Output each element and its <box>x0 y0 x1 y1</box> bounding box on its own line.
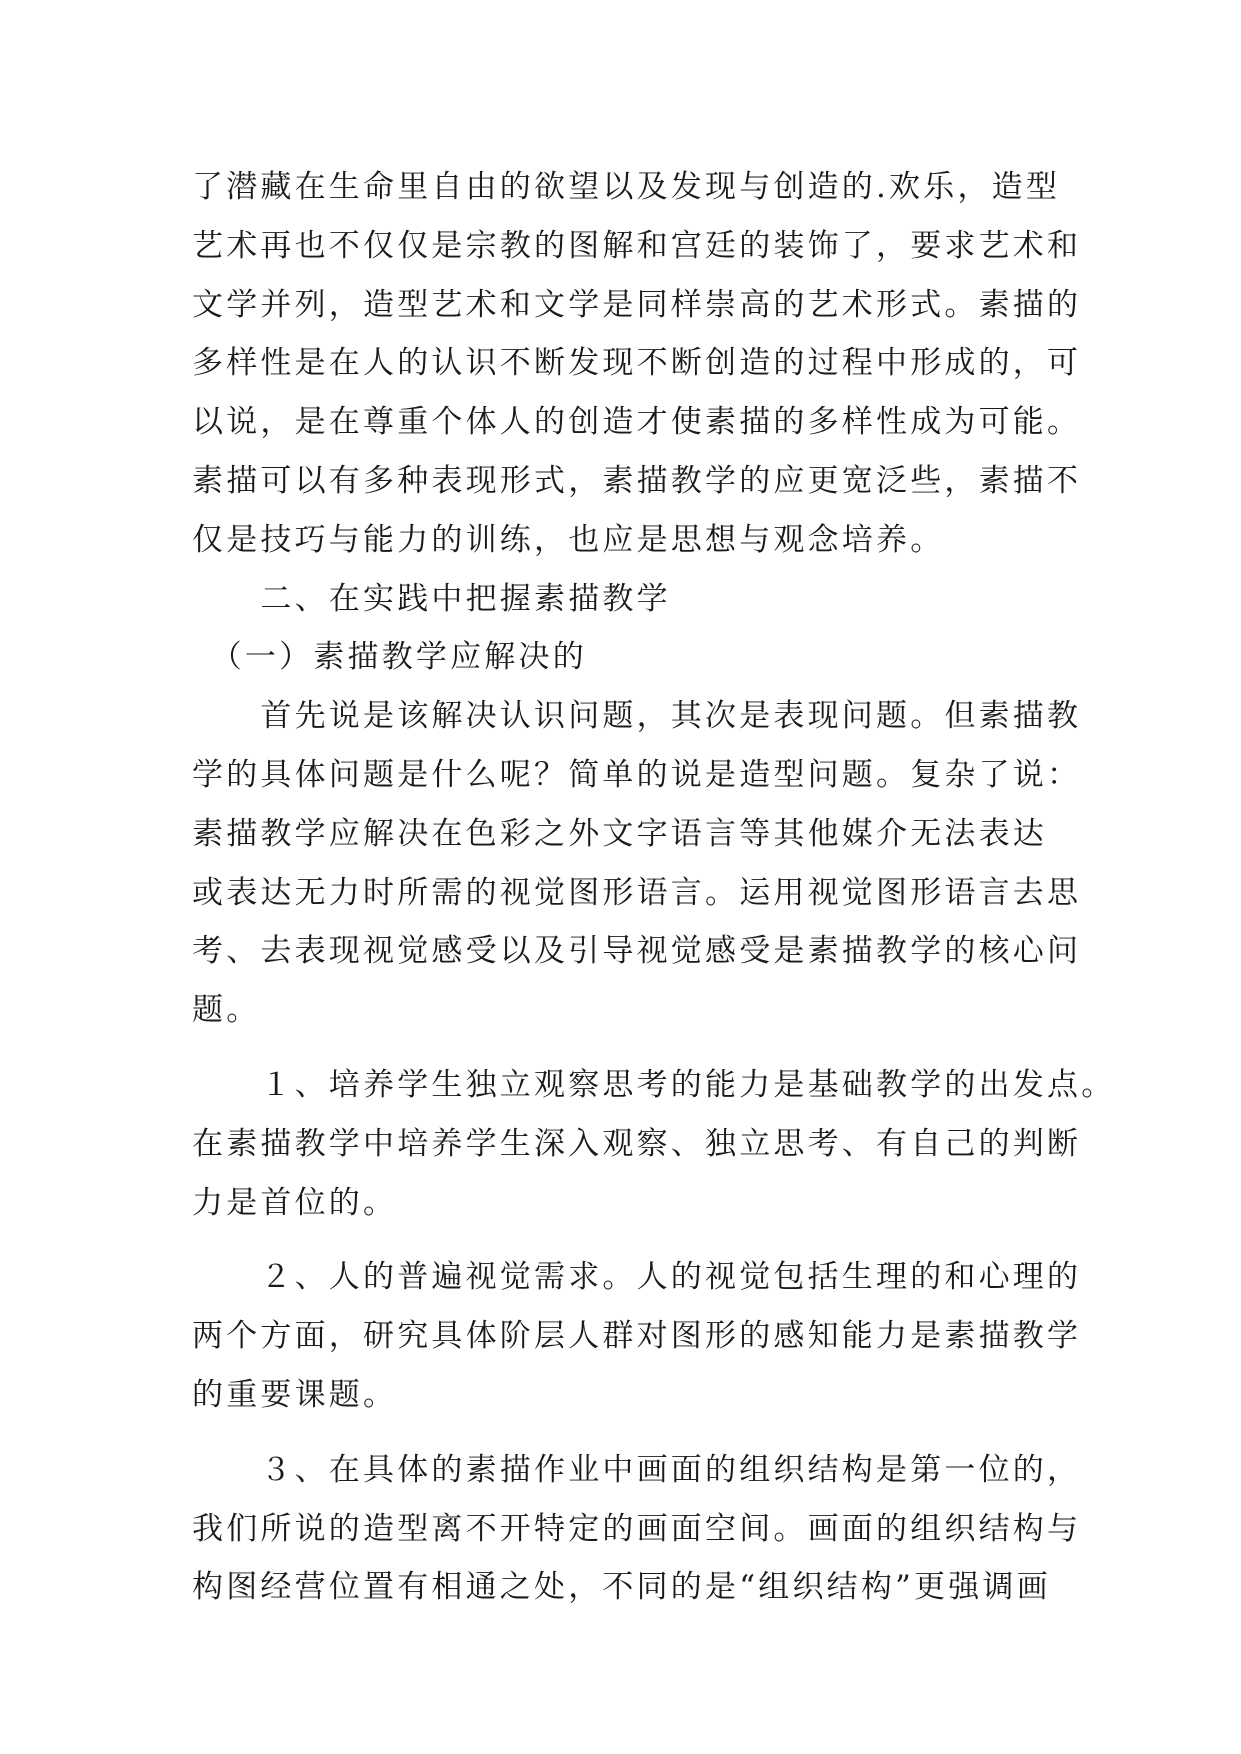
text-line: 构图经营位置有相通之处，不同的是“组织结构”更强调画 <box>192 1569 1051 1606</box>
list-item-line: ２、人的普遍视觉需求。人的视觉包括生理的和心理的 <box>192 1259 1082 1296</box>
text-line: 多样性是在人的认识不断发现不断创造的过程中形成的，可 <box>192 345 1082 382</box>
text-line: 或表达无力时所需的视觉图形语言。运用视觉图形语言去思 <box>192 874 1082 911</box>
text-line: 的重要课题。 <box>192 1376 398 1413</box>
paragraph-gap <box>192 1040 1052 1056</box>
text-line: 仅是技巧与能力的训练，也应是思想与观念培养。 <box>192 521 945 558</box>
list-item-line: ３、在具体的素描作业中画面的组织结构是第一位的， <box>192 1451 1082 1488</box>
paragraph-gap <box>192 1425 1052 1441</box>
text-line: 力是首位的。 <box>192 1184 398 1221</box>
text-line: 学的具体问题是什么呢？简单的说是造型问题。复杂了说： <box>192 756 1082 793</box>
text-line: 以说，是在尊重个体人的创造才使素描的多样性成为可能。 <box>192 404 1082 441</box>
text-line: 艺术再也不仅仅是宗教的图解和宫廷的装饰了，要求艺术和 <box>192 227 1082 264</box>
list-item-line: １、培养学生独立观察思考的能力是基础教学的出发点。 <box>192 1066 1116 1103</box>
section-heading: 二、在实践中把握素描教学 <box>192 580 671 617</box>
text-line: 在素描教学中培养学生深入观察、独立思考、有自己的判断 <box>192 1125 1082 1162</box>
text-line: 我们所说的造型离不开特定的画面空间。画面的组织结构与 <box>192 1510 1082 1547</box>
subsection-heading: （一）素描教学应解决的 <box>192 639 587 676</box>
text-line: 文学并列，造型艺术和文学是同样崇高的艺术形式。素描的 <box>192 286 1082 323</box>
paragraph-gap <box>192 1232 1052 1248</box>
body-text <box>192 158 1116 1617</box>
text-line: 题。 <box>192 992 261 1029</box>
text-line: 素描可以有多种表现形式，素描教学的应更宽泛些，素描不 <box>192 462 1082 499</box>
text-line: 素描教学应解决在色彩之外文字语言等其他媒介无法表达 <box>192 815 1047 852</box>
text-line: 考、去表现视觉感受以及引导视觉感受是素描教学的核心问 <box>192 933 1082 970</box>
text-line: 两个方面，研究具体阶层人群对图形的感知能力是素描教学 <box>192 1318 1082 1355</box>
text-line: 首先说是该解决认识问题，其次是表现问题。但素描教 <box>192 698 1082 735</box>
text-line: 了潜藏在生命里自由的欲望以及发现与创造的.欢乐，造型 <box>192 169 1061 205</box>
